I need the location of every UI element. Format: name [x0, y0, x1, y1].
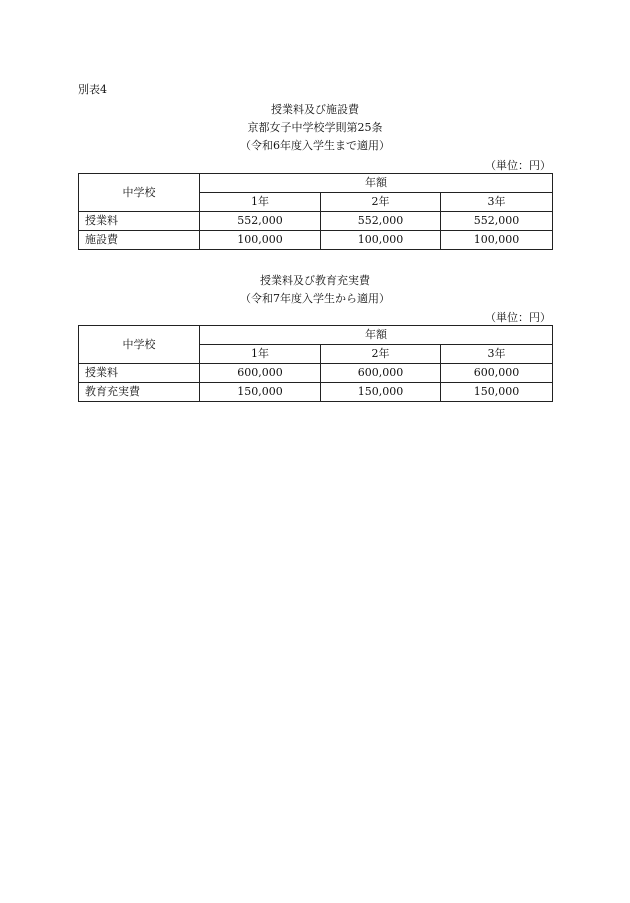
- column-header: 2年: [321, 345, 441, 364]
- table-cell: 552,000: [441, 212, 553, 231]
- column-header: 1年: [200, 345, 321, 364]
- table-row: [79, 212, 553, 231]
- row-label: 教育充実費: [79, 383, 200, 402]
- table-cell: 100,000: [441, 231, 553, 250]
- section2-title: 授業料及び教育充実費: [260, 274, 370, 287]
- table-cell: 150,000: [441, 383, 553, 402]
- table-corner-header: 中学校: [79, 174, 200, 212]
- section2-fee-table: [78, 325, 553, 402]
- table-cell: 150,000: [200, 383, 321, 402]
- row-label: 施設費: [79, 231, 200, 250]
- section2-unit: （単位：円）: [485, 311, 551, 324]
- section2-note: （令和7年度入学生から適用）: [240, 292, 390, 305]
- section1-note: （令和6年度入学生まで適用）: [240, 139, 390, 152]
- section1-unit: （単位：円）: [485, 159, 551, 172]
- table-cell: 552,000: [200, 212, 321, 231]
- table-cell: 150,000: [321, 383, 441, 402]
- table-corner-header: 中学校: [79, 326, 200, 364]
- table-group-header: 年額: [200, 174, 553, 193]
- table-cell: 100,000: [321, 231, 441, 250]
- table-cell: 600,000: [441, 364, 553, 383]
- table-row: [79, 231, 553, 250]
- table-row: [79, 364, 553, 383]
- section1-fee-table: [78, 173, 553, 250]
- row-label: 授業料: [79, 364, 200, 383]
- column-header: 1年: [200, 193, 321, 212]
- table-row: [79, 383, 553, 402]
- section1-subtitle: 京都女子中学校学則第25条: [247, 121, 383, 134]
- table-cell: 600,000: [200, 364, 321, 383]
- column-header: 3年: [441, 193, 553, 212]
- table-cell: 100,000: [200, 231, 321, 250]
- row-label: 授業料: [79, 212, 200, 231]
- table-cell: 600,000: [321, 364, 441, 383]
- column-header: 3年: [441, 345, 553, 364]
- table-cell: 552,000: [321, 212, 441, 231]
- column-header: 2年: [321, 193, 441, 212]
- table-group-header: 年額: [200, 326, 553, 345]
- appendix-label: 別表4: [78, 83, 107, 96]
- section1-title: 授業料及び施設費: [271, 103, 359, 116]
